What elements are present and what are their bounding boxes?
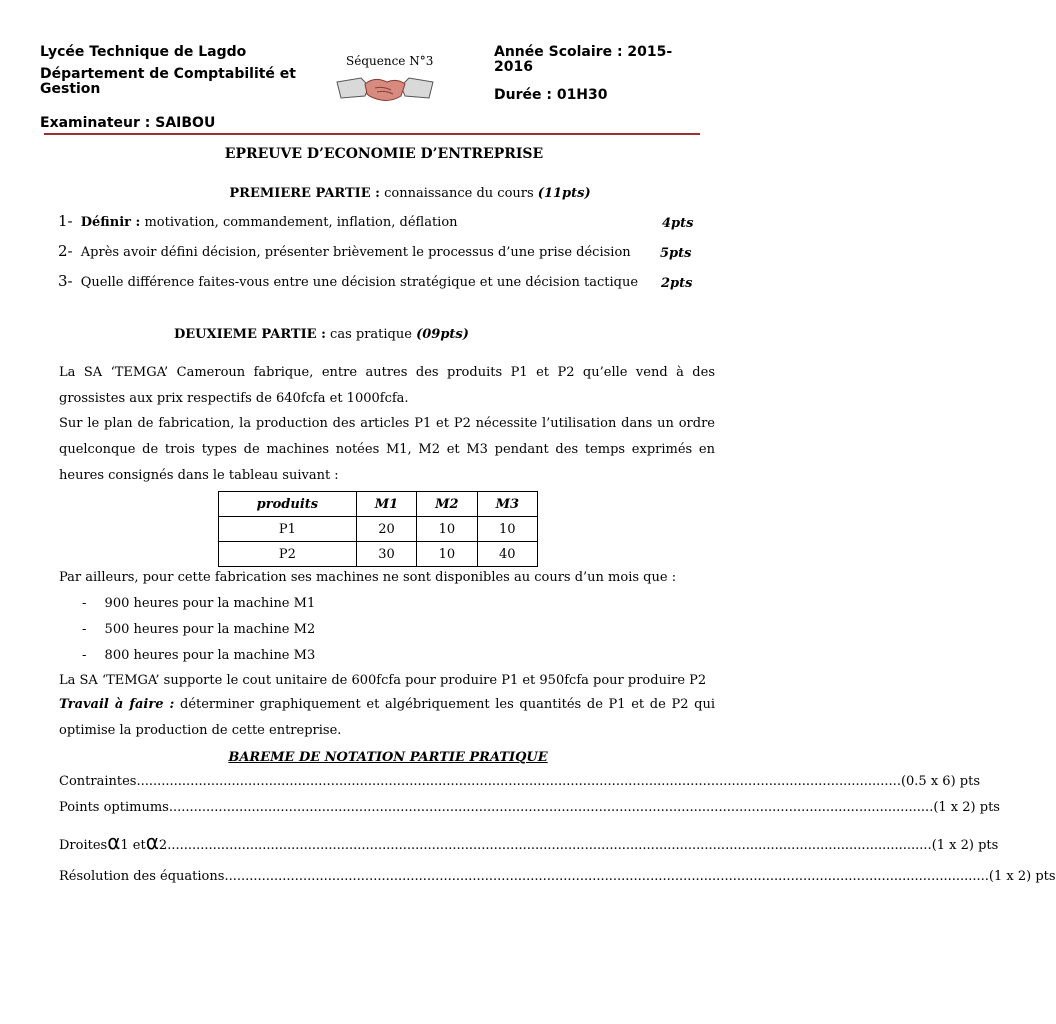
question-number: 1- [58,212,73,230]
bareme-score: (0.5 x 6) pts [900,774,980,789]
question-text: Après avoir défini décision, présenter brièvement le processus d’une prise décision [80,245,631,260]
availability-item-3 [82,647,315,664]
table-row [219,542,538,567]
bareme-row [59,869,1056,884]
dot-leader: ......................................................................................................................................................................................... [167,838,932,853]
bareme-title: BAREME DE NOTATION PARTIE PRATIQUE [228,750,548,765]
school-year: Année Scolaire : 2015-2016 [494,44,673,75]
table-cell: 10 [417,517,477,542]
hours-table [218,491,538,567]
part1-heading [0,185,820,202]
table-header-cell: M2 [417,492,477,517]
header-rule [44,133,700,135]
part2-heading [174,326,469,343]
task-text: déterminer graphiquement et algébriquement les quantités de P1 et de P2 qui optimise la production de cette entreprise. [59,697,716,738]
bareme-label: Droites [59,838,108,853]
bareme-sub: 2 [158,838,168,853]
dot-leader: ......................................................................................................................................................................................... [224,869,989,884]
table-cell: 20 [356,517,416,542]
examiner-clip [40,115,290,131]
alpha-symbol: α [107,830,121,854]
alpha-symbol: α [145,830,159,854]
question-points: 5pts [660,246,692,261]
part1-points: (11pts) [537,186,591,201]
header-right [494,45,694,103]
part1-desc: connaissance du cours [384,186,534,201]
department-name: Département de Comptabilité et Gestion [40,66,296,97]
bareme-label: Résolution des équations [59,869,225,884]
duration: Durée : 01H30 [494,87,608,103]
part2-points: (09pts) [416,327,469,342]
examiner-name: Examinateur : SAIBOU [40,115,216,131]
dot-leader: ......................................................................................................................................................................................... [168,800,934,815]
table-cell: P1 [219,517,357,542]
bareme-label: Contraintes [59,774,137,789]
question-points: 2pts [661,276,693,291]
costs-text: La SA ‘TEMGA’ supporte le cout unitaire de 600fcfa pour produire P1 et 950fcfa pour produire P2 [59,673,707,688]
table-cell: 10 [417,542,477,567]
table-header-cell: M1 [356,492,416,517]
bullet-dash: - [82,622,87,637]
exam-title: EPREUVE D’ECONOMIE D’ENTREPRISE [224,146,544,162]
question-2 [58,243,698,261]
availability-intro: Par ailleurs, pour cette fabrication ses machines ne sont disponibles au cours d’un mois que : [59,570,677,585]
handshake-logo [335,72,435,106]
table-header-cell: M3 [477,492,537,517]
availability-item-1 [82,595,315,612]
task [59,692,715,744]
part1-label: PREMIERE PARTIE : [229,186,380,201]
question-text: Quelle différence faites-vous entre une décision stratégique et une décision tactique [80,275,639,290]
dot-leader: ......................................................................................................................................................................................... [136,774,901,789]
part2-desc: cas pratique [330,327,412,342]
bareme-score: (1 x 2) pts [988,869,1056,884]
bullet-dash: - [82,648,87,663]
question-number: 3- [58,272,73,290]
question-number: 2- [58,242,73,260]
bareme-score: (1 x 2) pts [933,800,1000,815]
case-intro: La SA ‘TEMGA’ Cameroun fabrique, entre autres des produits P1 et P2 qu’elle vend à des grossistes aux prix respectifs de 640fcfa et 1000fcfa. [59,365,715,406]
table-cell: 40 [477,542,537,567]
availability-text: 800 heures pour la machine M3 [104,648,316,663]
table-cell: P2 [219,542,357,567]
question-bold: Définir : [80,215,141,230]
bareme-row [59,774,980,789]
handshake-icon [335,72,435,106]
task-label: Travail à faire : [59,697,175,712]
bareme-row [59,830,999,854]
case-intro-2: Sur le plan de fabrication, la production des articles P1 et P2 nécessite l’utilisation dans un ordre quelconque de trois types de machines notées M1, M2 et M3 pendant des temps exprimés en heures consignés dans le tableau suivant : [59,416,715,483]
availability-text: 500 heures pour la machine M2 [104,622,316,637]
table-header-cell: produits [219,492,357,517]
header-left [40,45,330,97]
table-cell: 10 [477,517,537,542]
bareme-row [59,800,1000,815]
bareme-sub: 1 et [120,838,146,853]
question-text: motivation, commandement, inflation, déflation [144,215,458,230]
question-3 [58,273,698,291]
bareme-label: Points optimums [59,800,169,815]
sequence-label: Séquence N°3 [346,54,434,68]
question-1 [58,213,698,231]
availability-item-2 [82,621,315,638]
table-header-row [219,492,538,517]
bullet-dash: - [82,596,87,611]
table-row [219,517,538,542]
bareme-score: (1 x 2) pts [931,838,999,853]
question-points: 4pts [662,216,694,231]
part2-label: DEUXIEME PARTIE : [174,327,326,342]
availability-text: 900 heures pour la machine M1 [104,596,316,611]
table-cell: 30 [356,542,416,567]
school-name: Lycée Technique de Lagdo [40,44,247,60]
